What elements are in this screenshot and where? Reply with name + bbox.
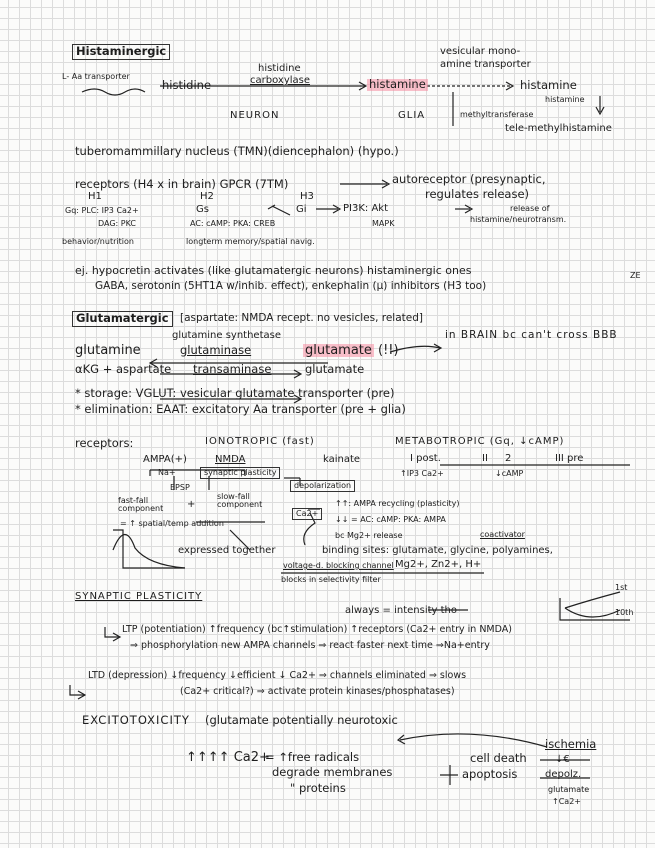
- gq-label: Gq: PLC: IP3 Ca2+: [65, 206, 139, 215]
- akg-label: αKG + aspartate: [75, 362, 172, 376]
- glutamate-sub-label: glutamate: [548, 785, 590, 794]
- release-of-label: release of: [510, 204, 550, 213]
- ltd-line-2: (Ca2+ critical?) ⇒ activate protein kinases/phosphatases): [180, 686, 455, 697]
- metabotropic-heading: METABOTROPIC (Gq, ↓cAMP): [395, 436, 565, 447]
- mg-ions-label: Mg2+, Zn2+, H+: [395, 559, 482, 570]
- ampa-label: AMPA(+): [143, 454, 187, 465]
- slow-fall-label: slow-fall component: [217, 492, 263, 509]
- glia-label: GLIA: [398, 110, 426, 121]
- glutamate-product: glutamate: [305, 343, 372, 358]
- curve-label-1: 1st: [615, 583, 628, 592]
- fast-fall-label: fast-fall component: [118, 496, 164, 513]
- ltp-line-2: ⇒ phosphorylation new AMPA channels ⇒ react faster next time ⇒Na+entry: [130, 640, 490, 651]
- ischemia-label: ischemia: [545, 737, 597, 751]
- mapk-label: MAPK: [372, 219, 395, 228]
- neuron-label: NEURON: [230, 110, 280, 121]
- enzyme-line1: histidine: [258, 63, 301, 74]
- excitotoxicity-title: EXCITOTOXICITY: [82, 713, 190, 727]
- epsp-label: EPSP: [170, 483, 190, 492]
- glutamate-count: (!!): [378, 343, 399, 358]
- synaptic-plasticity-box: synaptic plasticity: [200, 467, 280, 479]
- autoreceptor-line1: autoreceptor (presynaptic,: [392, 172, 546, 186]
- enzyme-line2: carboxylase: [250, 75, 310, 86]
- group3-label: 2: [505, 453, 512, 464]
- gs-label: Gs: [196, 204, 209, 215]
- depol-label: depolz.: [545, 769, 582, 780]
- degradation-line1: histamine: [545, 95, 585, 104]
- elimination-line: * elimination: EAAT: excitatory Aa transporter (pre + glia): [75, 402, 406, 416]
- ltp-line-1: LTP (potentiation) ↑frequency (bc↑stimulation) ↑receptors (Ca2+ entry in NMDA): [122, 624, 512, 635]
- aspartate-note: [aspartate: NMDA recept. no vesicles, related]: [180, 312, 424, 324]
- kainate-label: kainate: [323, 454, 361, 465]
- na-label: Na+: [158, 468, 176, 477]
- gq-label-2: DAG: PKC: [98, 219, 137, 228]
- expressed-together-label: expressed together: [178, 545, 276, 556]
- ionotropic-heading: IONOTROPIC (fast): [205, 436, 315, 447]
- release-of-label-2: histamine/neurotransm.: [470, 215, 567, 224]
- histaminergic-title: Histaminergic: [72, 44, 170, 60]
- nmda-label: NMDA: [215, 454, 246, 465]
- binding-sites-label: binding sites: glutamate, glycine, polyamines,: [322, 545, 553, 556]
- plus-sign: +: [187, 499, 196, 510]
- vmat-label-2: amine transporter: [440, 59, 531, 70]
- decay-curve: [113, 530, 185, 568]
- depolarization-box: depolarization: [290, 480, 355, 492]
- degradation-product: tele-methylhistamine: [505, 123, 612, 134]
- apoptosis-label: apoptosis: [462, 767, 518, 781]
- vmat-label-1: vesicular mono-: [440, 46, 521, 57]
- ca-arrow-down: ↓↓ = AC: cAMP: PKA: AMPA: [335, 515, 446, 524]
- h3-label: H3: [300, 191, 314, 202]
- proteins-label: " proteins: [290, 781, 346, 795]
- group4-label: III pre: [555, 453, 584, 464]
- in-brain-note: in BRAIN bc can't cross BBB: [445, 329, 618, 341]
- gi-label: Gi: [296, 204, 307, 215]
- example-line-2: GABA, serotonin (5HT1A w/inhib. effect), enkephalin (μ) inhibitors (H3 too): [95, 280, 487, 292]
- always-label: always = intensity tho: [345, 605, 457, 616]
- voltage-label: voltage-d. blocking channel: [283, 561, 394, 570]
- degrade-label: degrade membranes: [272, 765, 393, 779]
- ltd-line-1: LTD (depression) ↓frequency ↓efficient ↓ Ca2+ ⇒ channels eliminated ⇒ slows: [88, 670, 467, 681]
- mg-release-label: bc Mg2+ release: [335, 531, 403, 540]
- h2-label: H2: [200, 191, 214, 202]
- receptors-line: receptors (H4 x in brain) GPCR (7TM): [75, 177, 289, 191]
- degradation-line2: methyltransferase: [460, 110, 534, 119]
- free-radicals-label: = ↑free radicals: [265, 750, 360, 764]
- aa-transporter-label: L- Aa transporter: [62, 72, 130, 81]
- spatial-temp-label: = ↑ spatial/temp addition: [120, 519, 224, 528]
- storage-line: * storage: VGLUT: vesicular glutamate transporter (pre): [75, 386, 395, 400]
- behavior-label: behavior/nutrition: [62, 237, 134, 246]
- example-line-1: ej. hypocretin activates (like glutamatergic neurons) histaminergic ones: [75, 264, 472, 277]
- autoreceptor-line2: regulates release): [425, 187, 530, 201]
- synthetase-label: glutamine synthetase: [172, 330, 281, 341]
- glutaminase-label: glutaminase: [180, 343, 252, 357]
- ca-up-label: ↑Ca2+: [552, 797, 581, 806]
- ca-arrow-up: ↑↑: AMPA recycling (plasticity): [335, 499, 460, 508]
- tmn-line: tuberomammillary nucleus (TMN)(diencephalon) (hypo.): [75, 144, 399, 158]
- squiggle-transporter: [82, 89, 145, 95]
- coactivator-label: coactivator: [480, 530, 525, 539]
- glutamine-label: glutamine: [75, 343, 141, 358]
- h1-label: H1: [88, 191, 102, 202]
- group1-label: I post.: [410, 453, 441, 464]
- ca-label: Ca2+: [292, 508, 322, 520]
- memory-label: longterm memory/spatial navig.: [186, 237, 315, 246]
- histamine-released: histamine: [520, 78, 577, 92]
- plasticity-title: SYNAPTIC PLASTICITY: [75, 591, 203, 602]
- calcium-label: ↑↑↑↑ Ca2+: [186, 750, 270, 765]
- histidine-label: histidine: [162, 78, 212, 92]
- receptors-heading: receptors:: [75, 436, 134, 450]
- histamine-product: histamine: [369, 77, 426, 91]
- transaminase-label: transaminase: [193, 362, 272, 376]
- ischemia-sub-label: ↓€: [555, 754, 570, 765]
- ip3-label: ↑IP3 Ca2+: [400, 469, 444, 478]
- glutamate-product-2: glutamate: [305, 362, 365, 376]
- excitotoxicity-subtitle: (glutamate potentially neurotoxic: [205, 713, 398, 727]
- glutamatergic-title: Glutamatergic: [72, 311, 173, 327]
- side-note: ZE: [630, 271, 641, 280]
- cell-death-label: cell death: [470, 751, 527, 765]
- curve-label-2: 10th: [615, 608, 634, 617]
- blocks-label: blocks in selectivity filter: [281, 575, 381, 584]
- arrow-ischemia: [400, 734, 547, 747]
- camp-down-label: ↓cAMP: [495, 469, 524, 478]
- pi3k-label: PI3K: Akt: [343, 203, 388, 214]
- gs-label-2: AC: cAMP: PKA: CREB: [190, 219, 276, 228]
- group2-label: II: [482, 453, 488, 464]
